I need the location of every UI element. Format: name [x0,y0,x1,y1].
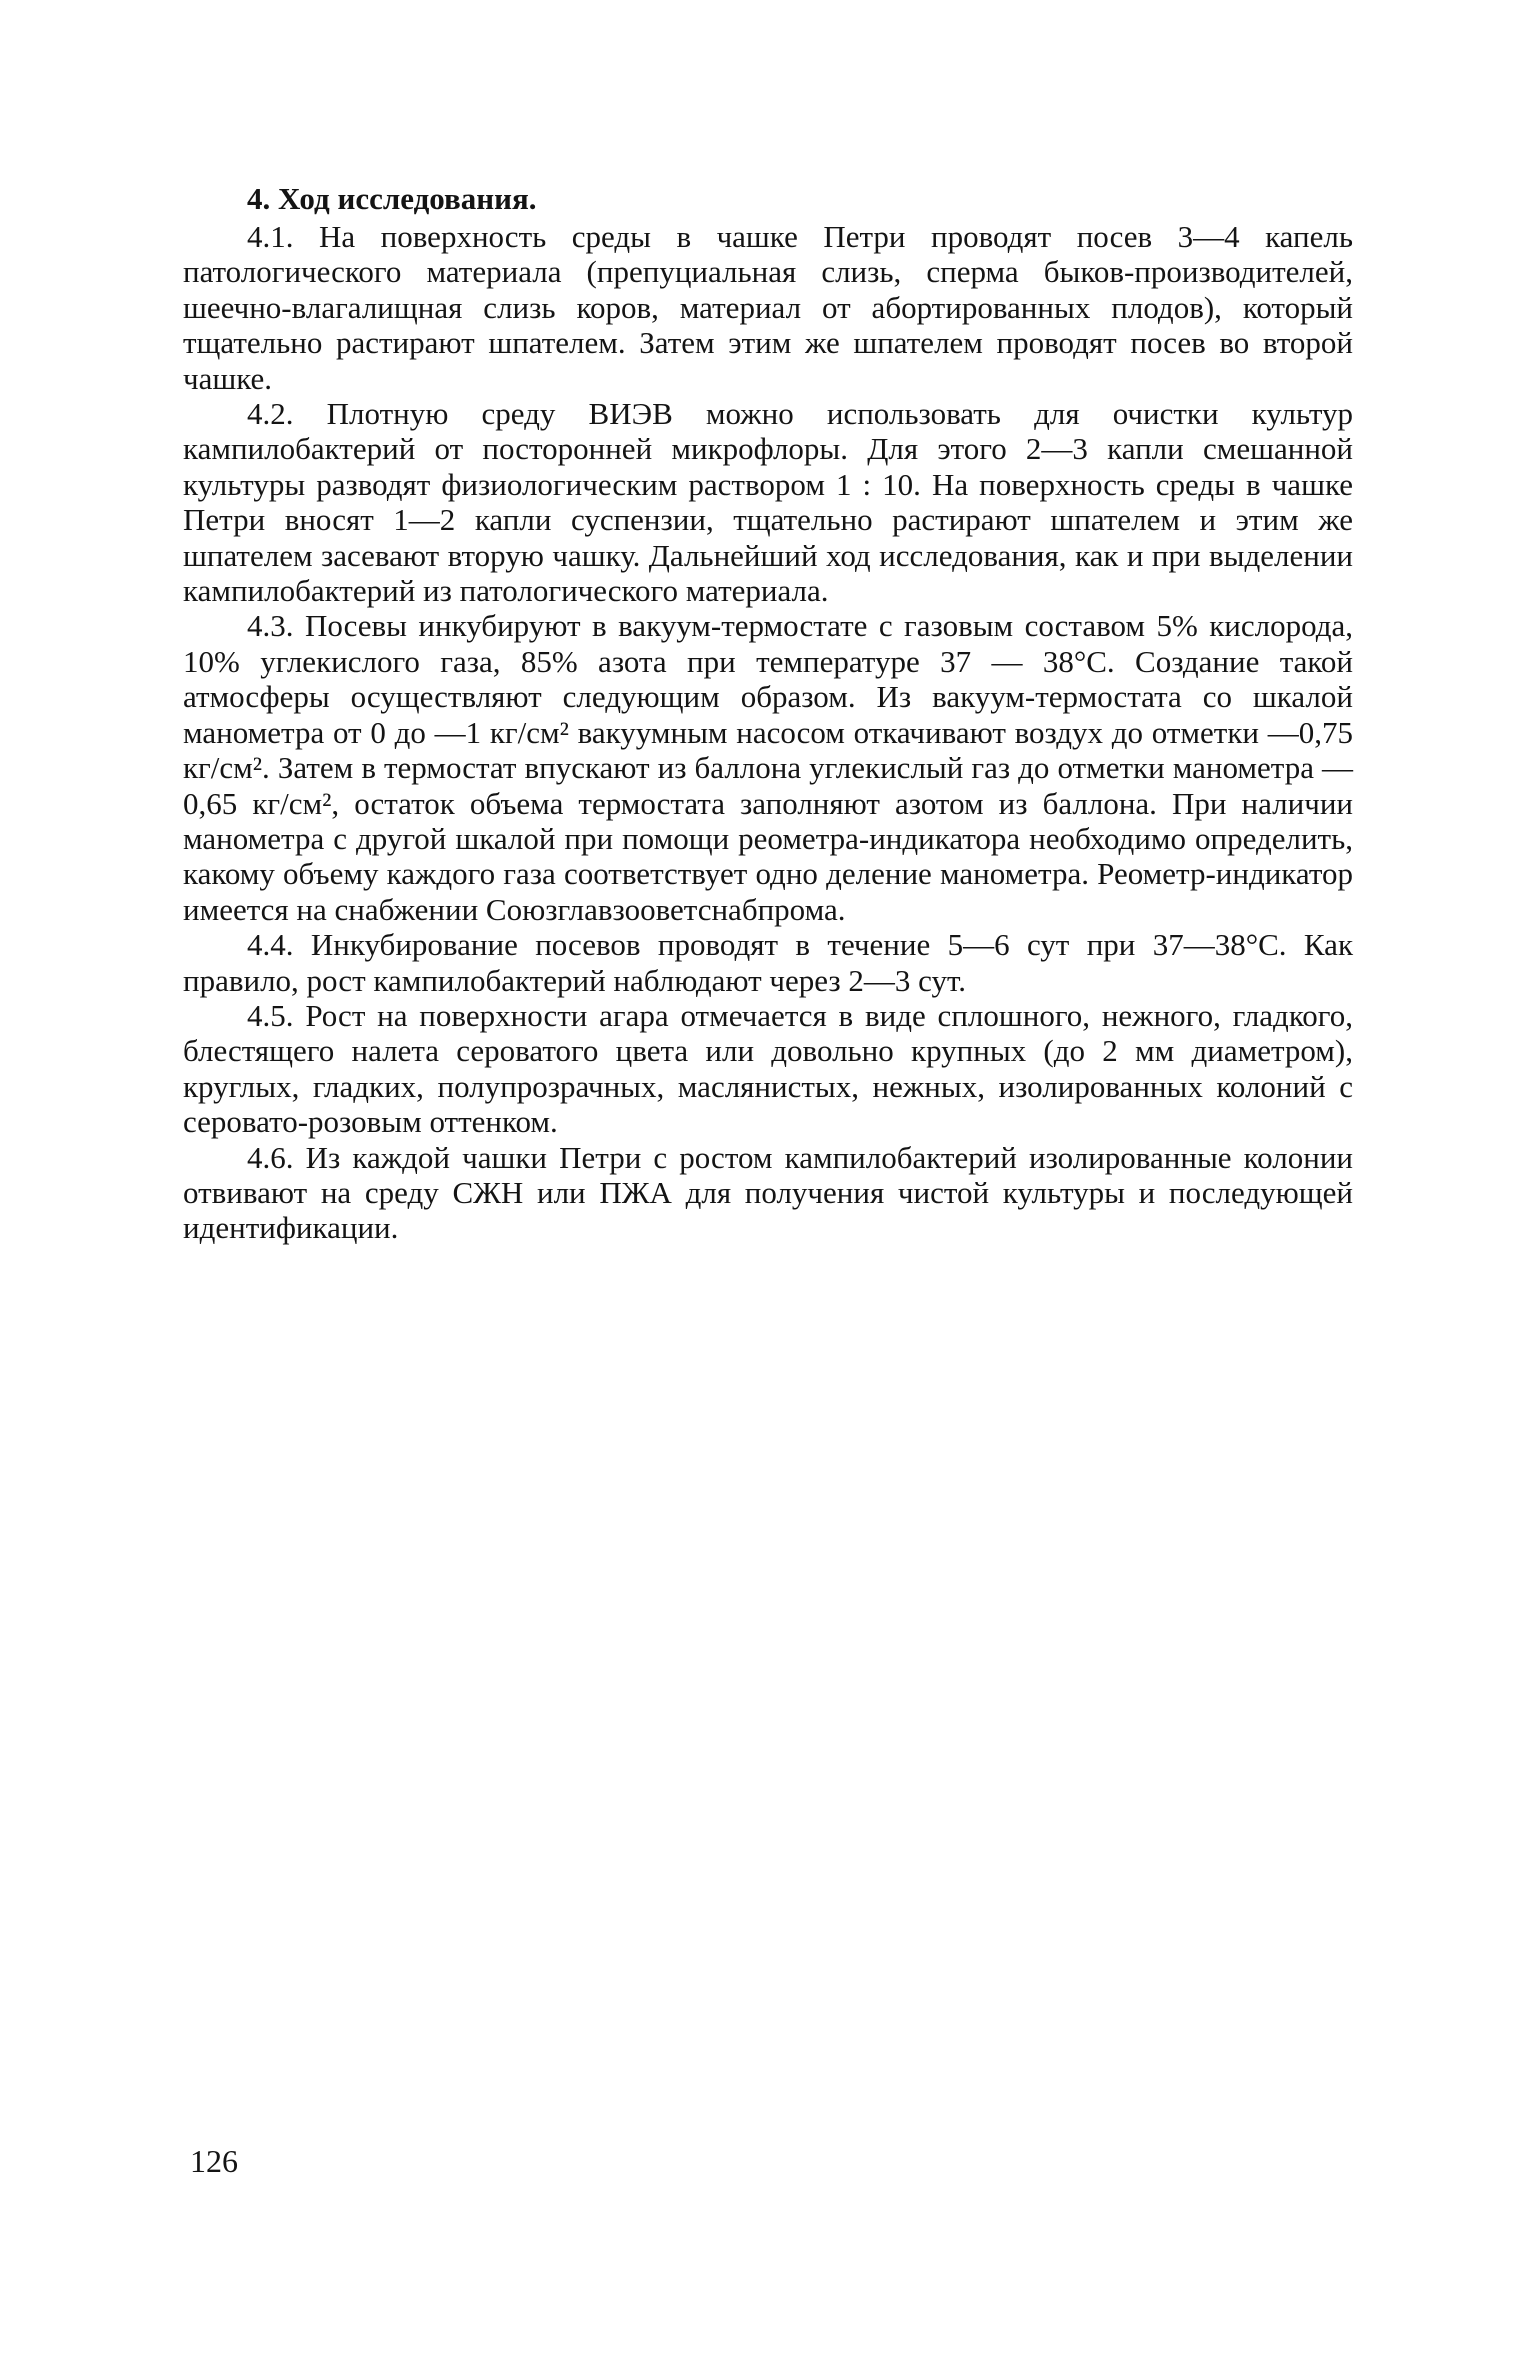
section-heading: 4. Ход исследования. [247,181,537,216]
paragraph-4-2 [183,396,1353,608]
paragraph-number: 4.3. [247,608,294,644]
paragraph-4-1 [183,219,1353,396]
paragraph-4-6 [183,1140,1353,1246]
page-body [183,178,1353,1246]
paragraph-number: 4.4. [247,927,294,963]
paragraph-number: 4.5. [247,997,294,1033]
paragraph-number: 4.6. [247,1139,294,1175]
paragraph-text: Рост на поверхности агара отмечается в виде сплошного, нежного, гладкого, блестящего налета сероватого цвета или довольно крупных (до 2 мм диаметром), круглых, гладких, полупрозрачных, маслянистых, нежных, изолированных колоний с серовато-розовым оттенком. [183,997,1354,1140]
paragraph-text: Из каждой чашки Петри с ростом кампилобактерий изолированные колонии отвивают на среду СЖН или ПЖА для получения чистой культуры и последующей идентификации. [183,1139,1354,1246]
paragraph-number: 4.1. [247,219,294,254]
page-number: 126 [190,2143,238,2179]
paragraph-text: Посевы инкубируют в вакуум-термостате с газовым составом 5% кислорода, 10% углекислого газа, 85% азота при температуре 37 — 38°С. Создание такой атмосферы осуществляют следующим образом. Из вакуум-термостата со шкалой манометра от 0 до —1 кг/см² вакуумным насосом откачивают воздух до отметки —0,75 кг/см². Затем в термостат впускают из баллона углекислый газ до отметки манометра —0,65 кг/см², остаток объема термостата заполняют азотом из баллона. При наличии манометра с другой шкалой при помощи реометра-индикатора необходимо определить, какому объему каждого газа соответствует одно деление манометра. Реометр-индикатор имеется на снабжении Союзглавзооветснабпрома. [183,608,1354,927]
paragraph-text: Инкубирование посевов проводят в течение 5—6 сут при 37—38°С. Как правило, рост кампилобактерий наблюдают через 2—3 сут. [183,927,1354,998]
paragraph-number: 4.2. [247,396,294,432]
paragraph-4-4 [183,927,1353,998]
paragraph-text: На поверхность среды в чашке Петри проводят посев 3—4 капель патологического материала (препуциальная слизь, сперма быков-производителей, шеечно-влагалищная слизь коров, материал от абортированных плодов), который тщательно растирают шпателем. Затем этим же шпателем проводят посев во второй чашке. [183,219,1353,396]
paragraph-4-3 [183,608,1353,927]
paragraph-text: Плотную среду ВИЭВ можно использовать для очистки культур кампилобактерий от посторонней микрофлоры. Для этого 2—3 капли смешанной культуры разводят физиологическим раствором 1 : 10. На поверхность среды в чашке Петри вносят 1—2 капли суспензии, тщательно растирают шпателем и этим же шпателем засевают вторую чашку. Дальнейший ход исследования, как и при выделении кампилобактерий из патологического материала. [183,396,1354,609]
paragraph-4-5 [183,998,1353,1140]
